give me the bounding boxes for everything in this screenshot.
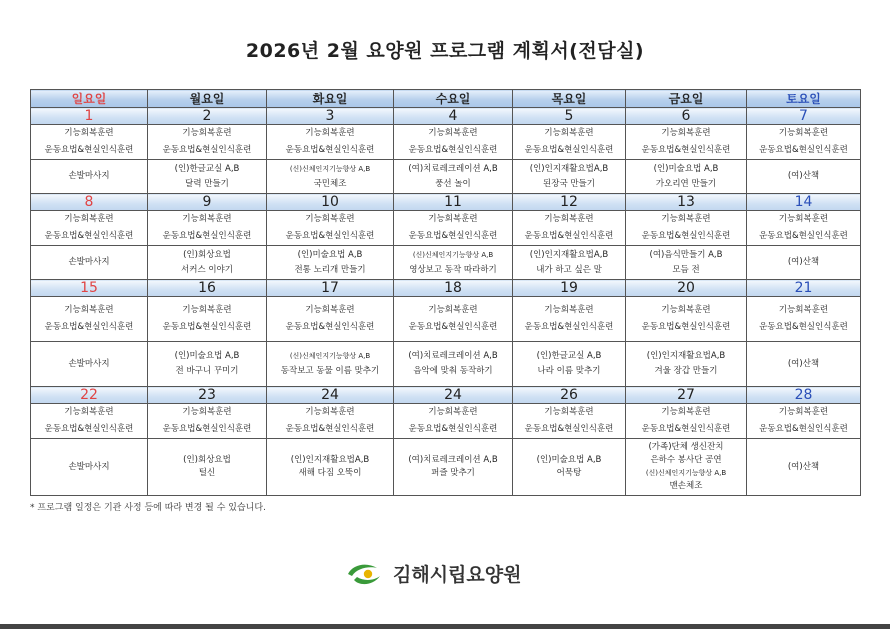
program-text: 동작보고 동물 이름 맞추기: [280, 366, 380, 376]
program-text: 운동요법&현실인식훈련: [44, 231, 134, 241]
program-text: 운동요법&현실인식훈련: [641, 231, 731, 241]
weekday-monday: 월요일: [148, 90, 267, 108]
program-text: 운동요법&현실인식훈련: [162, 231, 252, 241]
program-text: 기능회복훈련: [428, 214, 478, 224]
program-cell: [148, 125, 267, 160]
program-text: (인)인지재활요법A,B: [290, 455, 370, 465]
program-text: 맨손체조: [669, 481, 703, 491]
program-text: 새해 다짐 오뚝이: [298, 468, 362, 478]
date-cell: 23: [148, 387, 267, 404]
program-text: (신)신체인지기능향상 A,B: [289, 164, 371, 173]
week-4: [31, 387, 861, 496]
program-text: 기능회복훈련: [661, 214, 711, 224]
date-row: [31, 387, 861, 404]
program-calendar-table: [30, 89, 861, 496]
program-text: 기능회복훈련: [182, 305, 232, 315]
program-cell: [626, 439, 747, 496]
program-cell: [626, 342, 747, 387]
date-cell: 14: [747, 194, 861, 211]
date-cell: 28: [747, 387, 861, 404]
program-text: 달력 만들기: [185, 178, 229, 189]
program-cell: [747, 297, 861, 342]
date-row: [31, 280, 861, 297]
program-cell: [394, 160, 513, 194]
program-text: 퍼즐 맞추기: [431, 468, 475, 478]
date-cell: 5: [513, 108, 626, 125]
program-text: 서커스 이야기: [181, 264, 233, 275]
program-cell: [513, 404, 626, 439]
program-cell: [747, 211, 861, 246]
program-text: (가족)단체 생신잔치: [648, 442, 724, 452]
date-cell: 12: [513, 194, 626, 211]
program-cell: [626, 404, 747, 439]
program-text: (여)치료레크레이션 A,B: [408, 163, 498, 174]
program-text: (인)인지재활요법A,B: [529, 249, 609, 260]
program-text: 운동요법&현실인식훈련: [641, 424, 731, 434]
program-cell: [626, 125, 747, 160]
program-text: 가오리연 만들기: [655, 178, 717, 189]
program-text: 기능회복훈련: [305, 128, 355, 138]
organization-logo: [345, 558, 521, 588]
date-cell: 21: [747, 280, 861, 297]
program-text: 기능회복훈련: [182, 407, 232, 417]
date-cell: 24: [394, 387, 513, 404]
program-cell: [267, 246, 394, 280]
weekday-header-row: [31, 90, 861, 108]
program-text: 운동요법&현실인식훈련: [285, 145, 375, 155]
week-2: [31, 194, 861, 280]
program-text: 운동요법&현실인식훈련: [759, 424, 848, 434]
program-cell: [267, 342, 394, 387]
program-text: 기능회복훈련: [64, 128, 114, 138]
program-text: 운동요법&현실인식훈련: [408, 322, 498, 332]
program-text: 손발마사지: [68, 257, 110, 267]
date-cell: 26: [513, 387, 626, 404]
program-text: 기능회복훈련: [64, 407, 114, 417]
program-cell: [513, 246, 626, 280]
date-row: [31, 194, 861, 211]
program-text: 기능회복훈련: [64, 305, 114, 315]
program-cell: [394, 297, 513, 342]
date-cell: 6: [626, 108, 747, 125]
date-cell: 24: [267, 387, 394, 404]
program-cell: [394, 404, 513, 439]
program-cell: [31, 297, 148, 342]
program-cell: [513, 342, 626, 387]
program-cell: [267, 404, 394, 439]
program-cell: [267, 439, 394, 496]
program-text: 운동요법&현실인식훈련: [524, 231, 614, 241]
program-cell: [267, 160, 394, 194]
program-text: 음악에 맞춰 동작하기: [413, 366, 493, 376]
program-cell: [626, 211, 747, 246]
program-text: (인)회상요법: [183, 455, 231, 465]
program-cell: [267, 297, 394, 342]
program-text: 기능회복훈련: [778, 128, 829, 138]
gimhae-logo-icon: [345, 558, 387, 588]
program-text: 풍선 놀이: [435, 178, 471, 189]
program-cell: [513, 125, 626, 160]
program-text: 운동요법&현실인식훈련: [408, 145, 498, 155]
program-text: (신)신체인지기능향상 A,B: [645, 469, 727, 477]
program-text: 운동요법&현실인식훈련: [524, 145, 614, 155]
weekday-wednesday: 수요일: [394, 90, 513, 108]
program-cell: [747, 246, 861, 280]
program-text: 운동요법&현실인식훈련: [44, 424, 134, 434]
program-row-morning: [31, 404, 861, 439]
program-text: (인)미술요법 A,B: [174, 351, 240, 361]
program-text: 털신: [198, 468, 216, 478]
date-cell: 27: [626, 387, 747, 404]
program-cell: [148, 211, 267, 246]
scan-edge-rule: [0, 624, 890, 629]
program-cell: [148, 160, 267, 194]
schedule-note: * 프로그램 일정은 기관 사정 등에 따라 변경 될 수 있습니다.: [30, 503, 266, 513]
program-row-morning: [31, 211, 861, 246]
program-row-morning: [31, 125, 861, 160]
program-text: (여)산책: [787, 461, 820, 472]
program-cell: [747, 404, 861, 439]
program-text: (여)음식만들기 A,B: [649, 249, 723, 260]
date-cell: 9: [148, 194, 267, 211]
program-text: 어묵탕: [556, 468, 582, 478]
program-text: 된장국 만들기: [543, 178, 595, 189]
date-cell: 13: [626, 194, 747, 211]
date-cell: 15: [31, 280, 148, 297]
program-text: 기능회복훈련: [428, 407, 478, 417]
date-cell: 3: [267, 108, 394, 125]
date-cell: 19: [513, 280, 626, 297]
date-cell: 18: [394, 280, 513, 297]
weekday-sunday: 일요일: [31, 90, 148, 108]
program-text: 운동요법&현실인식훈련: [524, 424, 614, 434]
program-cell: [267, 211, 394, 246]
date-cell: 1: [31, 108, 148, 125]
program-text: 모듬 전: [672, 264, 700, 275]
program-text: 전통 노리개 만들기: [294, 264, 366, 275]
program-text: 손발마사지: [68, 171, 110, 181]
program-text: 기능회복훈련: [778, 214, 829, 224]
program-cell: [31, 342, 148, 387]
program-text: 운동요법&현실인식훈련: [285, 231, 375, 241]
program-text: (인)인지재활요법A,B: [529, 163, 609, 174]
program-text: 운동요법&현실인식훈련: [408, 424, 498, 434]
date-cell: 10: [267, 194, 394, 211]
program-text: 운동요법&현실인식훈련: [285, 322, 375, 332]
program-text: 운동요법&현실인식훈련: [285, 424, 375, 434]
program-text: 운동요법&현실인식훈련: [162, 322, 252, 332]
weekday-friday: 금요일: [626, 90, 747, 108]
program-text: 기능회복훈련: [305, 407, 355, 417]
week-3: [31, 280, 861, 387]
program-cell: [513, 439, 626, 496]
date-cell: 2: [148, 108, 267, 125]
program-cell: [747, 160, 861, 194]
program-text: (인)미술요법 A,B: [536, 455, 602, 465]
program-text: 기능회복훈련: [305, 305, 355, 315]
program-cell: [394, 439, 513, 496]
page-title: 2026년 2월 요양원 프로그램 계획서(전담실): [245, 40, 645, 62]
program-text: 운동요법&현실인식훈련: [162, 424, 252, 434]
program-text: 운동요법&현실인식훈련: [524, 322, 614, 332]
program-text: 나라 이름 맞추기: [537, 366, 601, 376]
program-text: (인)한글교실 A,B: [174, 163, 240, 174]
program-text: (인)미술요법 A,B: [653, 163, 719, 174]
program-cell: [148, 246, 267, 280]
program-text: (신)신체인지기능향상 A,B: [289, 352, 371, 360]
program-text: (인)미술요법 A,B: [297, 249, 363, 260]
program-text: 기능회복훈련: [661, 305, 711, 315]
program-cell: [31, 246, 148, 280]
program-row-afternoon: [31, 246, 861, 280]
program-cell: [31, 439, 148, 496]
program-text: (인)인지재활요법A,B: [646, 351, 726, 361]
program-cell: [394, 211, 513, 246]
program-text: 운동요법&현실인식훈련: [408, 231, 498, 241]
week-1: [31, 108, 861, 194]
program-text: 기능회복훈련: [182, 128, 232, 138]
program-text: 기능회복훈련: [544, 214, 594, 224]
date-cell: 7: [747, 108, 861, 125]
weekday-tuesday: 화요일: [267, 90, 394, 108]
program-cell: [267, 125, 394, 160]
program-text: 운동요법&현실인식훈련: [641, 145, 731, 155]
program-row-afternoon: [31, 342, 861, 387]
date-row: [31, 108, 861, 125]
program-text: 운동요법&현실인식훈련: [44, 145, 134, 155]
program-cell: [148, 297, 267, 342]
weekday-thursday: 목요일: [513, 90, 626, 108]
program-cell: [626, 160, 747, 194]
program-text: 기능회복훈련: [182, 214, 232, 224]
program-text: 겨울 장갑 만들기: [654, 366, 718, 376]
program-text: 운동요법&현실인식훈련: [759, 145, 848, 155]
program-text: 국민체조: [313, 178, 347, 189]
program-cell: [513, 160, 626, 194]
program-text: 손발마사지: [68, 461, 110, 472]
program-text: (인)한글교실 A,B: [536, 351, 602, 361]
organization-name: 김해시립요양원: [393, 563, 522, 586]
date-cell: 17: [267, 280, 394, 297]
program-text: 기능회복훈련: [544, 407, 594, 417]
program-text: 내가 하고 싶은 말: [536, 264, 602, 275]
program-text: 운동요법&현실인식훈련: [759, 231, 848, 241]
program-text: 기능회복훈련: [661, 128, 711, 138]
date-cell: 11: [394, 194, 513, 211]
program-cell: [513, 211, 626, 246]
date-cell: 8: [31, 194, 148, 211]
program-row-morning: [31, 297, 861, 342]
program-text: (신)신체인지기능향상 A,B: [412, 250, 494, 259]
program-cell: [31, 125, 148, 160]
program-cell: [31, 160, 148, 194]
program-text: 운동요법&현실인식훈련: [641, 322, 731, 332]
program-cell: [747, 439, 861, 496]
program-cell: [31, 211, 148, 246]
program-text: 전 바구니 꾸미기: [175, 366, 239, 376]
date-cell: 20: [626, 280, 747, 297]
date-cell: 4: [394, 108, 513, 125]
program-text: (인)회상요법: [183, 249, 231, 260]
program-text: 기능회복훈련: [64, 214, 114, 224]
program-text: 은하수 봉사단 공연: [650, 455, 722, 465]
program-text: 기능회복훈련: [778, 407, 829, 417]
program-text: (여)치료레크레이션 A,B: [408, 455, 498, 465]
program-text: 손발마사지: [68, 358, 110, 369]
date-cell: 16: [148, 280, 267, 297]
program-text: 기능회복훈련: [305, 214, 355, 224]
program-cell: [394, 246, 513, 280]
program-cell: [394, 342, 513, 387]
program-text: 기능회복훈련: [778, 305, 829, 315]
program-cell: [747, 342, 861, 387]
program-text: 기능회복훈련: [544, 305, 594, 315]
program-text: 기능회복훈련: [428, 305, 478, 315]
program-text: 기능회복훈련: [661, 407, 711, 417]
program-text: (여)치료레크레이션 A,B: [408, 351, 498, 361]
program-row-afternoon: [31, 439, 861, 496]
program-text: 운동요법&현실인식훈련: [759, 322, 848, 332]
program-cell: [148, 404, 267, 439]
program-cell: [148, 439, 267, 496]
program-text: 기능회복훈련: [428, 128, 478, 138]
program-text: 운동요법&현실인식훈련: [44, 322, 134, 332]
program-cell: [747, 125, 861, 160]
program-text: (여)산책: [787, 171, 820, 181]
program-cell: [394, 125, 513, 160]
date-cell: 22: [31, 387, 148, 404]
program-cell: [626, 246, 747, 280]
program-text: (여)산책: [787, 257, 820, 267]
program-text: 영상보고 동작 따라하기: [409, 264, 497, 275]
program-cell: [513, 297, 626, 342]
program-cell: [31, 404, 148, 439]
program-text: 운동요법&현실인식훈련: [162, 145, 252, 155]
weekday-saturday: 토요일: [747, 90, 861, 108]
program-text: (여)산책: [787, 358, 820, 369]
program-text: 기능회복훈련: [544, 128, 594, 138]
program-row-afternoon: [31, 160, 861, 194]
program-cell: [626, 297, 747, 342]
program-cell: [148, 342, 267, 387]
